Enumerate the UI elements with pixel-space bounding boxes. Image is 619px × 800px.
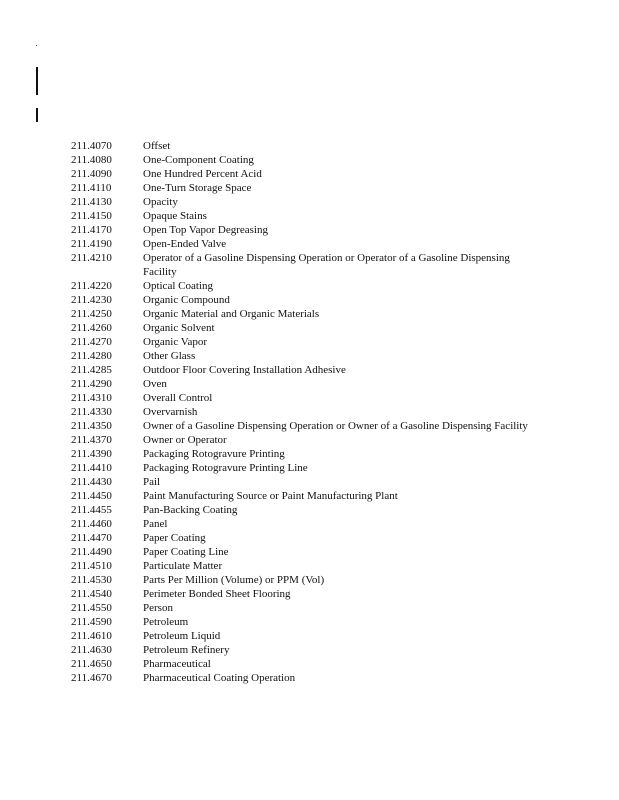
section-entry bbox=[71, 419, 541, 433]
section-title: Particulate Matter bbox=[143, 560, 223, 572]
section-entry bbox=[71, 293, 541, 307]
section-entry bbox=[71, 629, 541, 643]
section-entry bbox=[71, 209, 541, 223]
section-number: 211.4670 bbox=[71, 672, 112, 684]
section-number: 211.4410 bbox=[71, 462, 112, 474]
section-entry bbox=[71, 643, 541, 657]
section-entry bbox=[71, 517, 541, 531]
section-number: 211.4210 bbox=[71, 252, 112, 264]
section-number: 211.4230 bbox=[71, 294, 112, 306]
section-entry bbox=[71, 391, 541, 405]
section-number: 211.4650 bbox=[71, 658, 112, 670]
section-entry bbox=[71, 307, 541, 321]
section-number: 211.4260 bbox=[71, 322, 112, 334]
section-title: Pharmaceutical Coating Operation bbox=[143, 672, 296, 684]
section-number: 211.4370 bbox=[71, 434, 112, 446]
section-entry bbox=[71, 335, 541, 349]
section-number: 211.4130 bbox=[71, 196, 112, 208]
section-title: One-Component Coating bbox=[143, 154, 254, 166]
section-entry bbox=[71, 377, 541, 391]
section-entry bbox=[71, 405, 541, 419]
change-bar bbox=[36, 108, 38, 122]
section-title: Open Top Vapor Degreasing bbox=[143, 224, 268, 236]
section-entry bbox=[71, 321, 541, 335]
section-title: Paint Manufacturing Source or Paint Manufacturing Plant bbox=[143, 490, 398, 502]
section-title: Open-Ended Valve bbox=[143, 238, 227, 250]
section-title: Owner or Operator bbox=[143, 434, 227, 446]
section-entry bbox=[71, 181, 541, 195]
section-entry bbox=[71, 545, 541, 559]
section-entry bbox=[71, 587, 541, 601]
section-number: 211.4280 bbox=[71, 350, 112, 362]
section-title: Opaque Stains bbox=[143, 210, 207, 222]
section-title: Offset bbox=[143, 140, 171, 152]
section-entry bbox=[71, 223, 541, 237]
change-bar bbox=[36, 67, 38, 95]
section-number: 211.4450 bbox=[71, 490, 112, 502]
section-title: Organic Vapor bbox=[143, 336, 208, 348]
section-title: Perimeter Bonded Sheet Flooring bbox=[143, 588, 291, 600]
section-title: Outdoor Floor Covering Installation Adhesive bbox=[143, 364, 346, 376]
section-entry bbox=[71, 153, 541, 167]
section-title: Pan-Backing Coating bbox=[143, 504, 238, 516]
section-title: Petroleum Liquid bbox=[143, 630, 221, 642]
section-number: 211.4310 bbox=[71, 392, 112, 404]
section-number: 211.4430 bbox=[71, 476, 112, 488]
section-entry bbox=[71, 531, 541, 545]
section-number: 211.4350 bbox=[71, 420, 112, 432]
section-title: Pail bbox=[143, 476, 161, 488]
section-title: Optical Coating bbox=[143, 280, 213, 292]
section-number: 211.4190 bbox=[71, 238, 112, 250]
section-title: Parts Per Million (Volume) or PPM (Vol) bbox=[143, 574, 325, 586]
section-number: 211.4290 bbox=[71, 378, 112, 390]
section-entry bbox=[71, 601, 541, 615]
section-title: One Hundred Percent Acid bbox=[143, 168, 262, 180]
section-title: Paper Coating bbox=[143, 532, 206, 544]
section-number: 211.4470 bbox=[71, 532, 112, 544]
section-entry bbox=[71, 279, 541, 293]
section-entry bbox=[71, 475, 541, 489]
section-number: 211.4490 bbox=[71, 546, 112, 558]
section-number: 211.4530 bbox=[71, 574, 112, 586]
section-number: 211.4285 bbox=[71, 364, 112, 376]
section-entry bbox=[71, 237, 541, 251]
section-entry bbox=[71, 195, 541, 209]
section-number: 211.4460 bbox=[71, 518, 112, 530]
section-number: 211.4250 bbox=[71, 308, 112, 320]
section-title: Petroleum Refinery bbox=[143, 644, 230, 656]
section-number: 211.4540 bbox=[71, 588, 112, 600]
section-entry bbox=[71, 167, 541, 181]
section-title: Operator of a Gasoline Dispensing Operation or Operator of a Gasoline Dispensing Facility bbox=[143, 252, 510, 278]
section-number: 211.4510 bbox=[71, 560, 112, 572]
section-entry bbox=[71, 559, 541, 573]
section-title: Opacity bbox=[143, 196, 178, 208]
section-number: 211.4590 bbox=[71, 616, 112, 628]
section-entry bbox=[71, 139, 541, 153]
section-title: Organic Compound bbox=[143, 294, 230, 306]
section-number: 211.4610 bbox=[71, 630, 112, 642]
section-number: 211.4550 bbox=[71, 602, 112, 614]
section-number: 211.4110 bbox=[71, 182, 112, 194]
section-number: 211.4080 bbox=[71, 154, 112, 166]
section-entry bbox=[71, 251, 541, 279]
section-number: 211.4270 bbox=[71, 336, 112, 348]
section-number: 211.4455 bbox=[71, 504, 112, 516]
section-entry bbox=[71, 615, 541, 629]
section-entry bbox=[71, 447, 541, 461]
section-entry bbox=[71, 349, 541, 363]
section-title: One-Turn Storage Space bbox=[143, 182, 252, 194]
section-title: Overvarnish bbox=[143, 406, 198, 418]
section-title: Pharmaceutical bbox=[143, 658, 211, 670]
section-title: Packaging Rotogravure Printing bbox=[143, 448, 285, 460]
section-entry bbox=[71, 657, 541, 671]
section-title: Other Glass bbox=[143, 350, 196, 362]
section-title: Panel bbox=[143, 518, 168, 530]
section-entry bbox=[71, 671, 541, 685]
section-entry bbox=[71, 489, 541, 503]
section-number: 211.4330 bbox=[71, 406, 112, 418]
section-number: 211.4070 bbox=[71, 140, 112, 152]
section-number: 211.4220 bbox=[71, 280, 112, 292]
section-list bbox=[71, 139, 541, 685]
section-title: Organic Material and Organic Materials bbox=[143, 308, 320, 320]
section-number: 211.4170 bbox=[71, 224, 112, 236]
section-number: 211.4150 bbox=[71, 210, 112, 222]
section-number: 211.4090 bbox=[71, 168, 112, 180]
section-entry bbox=[71, 433, 541, 447]
section-entry bbox=[71, 363, 541, 377]
section-entry bbox=[71, 573, 541, 587]
section-title: Paper Coating Line bbox=[143, 546, 229, 558]
section-title: Person bbox=[143, 602, 173, 614]
margin-dot bbox=[36, 45, 37, 46]
section-number: 211.4390 bbox=[71, 448, 112, 460]
section-number: 211.4630 bbox=[71, 644, 112, 656]
section-title: Petroleum bbox=[143, 616, 189, 628]
section-entry bbox=[71, 461, 541, 475]
section-entry bbox=[71, 503, 541, 517]
section-title: Owner of a Gasoline Dispensing Operation or Owner of a Gasoline Dispensing Facility bbox=[143, 420, 528, 432]
section-title: Overall Control bbox=[143, 392, 213, 404]
section-title: Organic Solvent bbox=[143, 322, 215, 334]
section-title: Packaging Rotogravure Printing Line bbox=[143, 462, 308, 474]
section-title: Oven bbox=[143, 378, 167, 390]
